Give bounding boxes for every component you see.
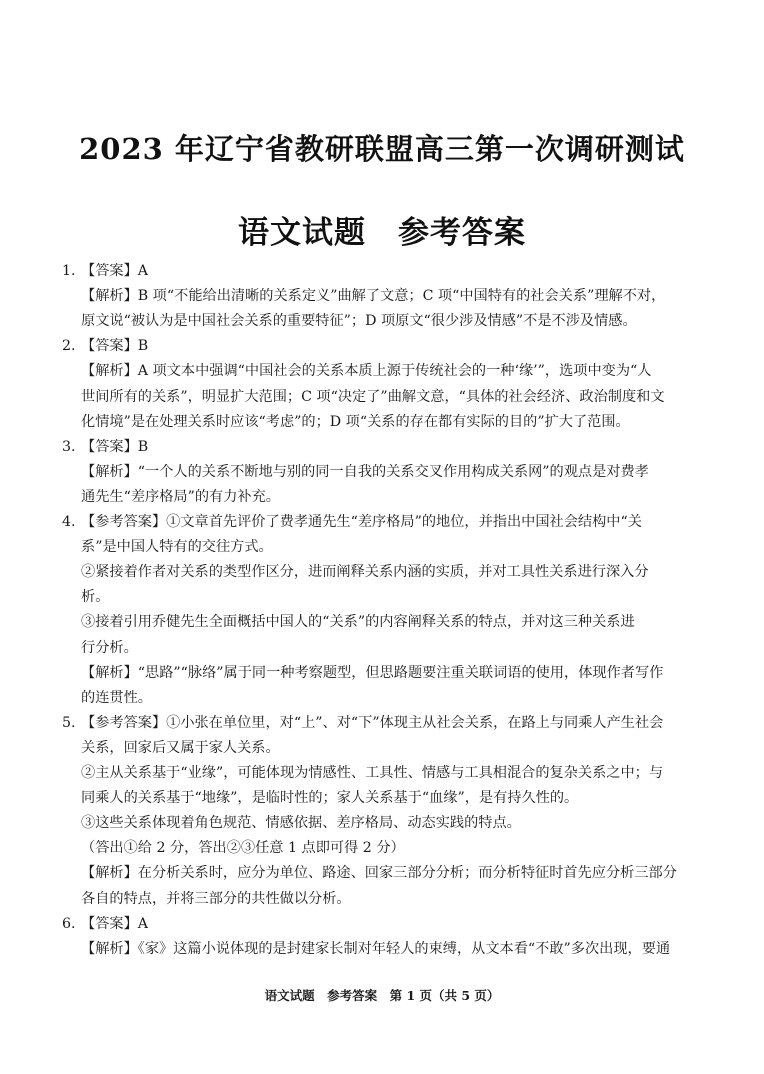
- answer-line: 【解析】在分析关系时，应分为单位、路途、回家三部分分析；而分析特征时首先应分析三部分: [81, 865, 677, 882]
- item-number: 4.: [62, 514, 76, 530]
- answer-line: 【解析】“一个人的关系不断地与别的同一自我的关系交叉作用构成关系网”的观点是对费孝: [81, 463, 649, 480]
- document-subtitle: 语文试题 参考答案: [238, 215, 526, 251]
- answer-line: 【解析】A 项文本中强调“中国社会的关系本质上源于传统社会的一种‘缘’”，选项中变为“人: [81, 363, 652, 380]
- document-title: 2023 年辽宁省教研联盟高三第一次调研测试: [79, 132, 685, 166]
- answer-line: 行分析。: [81, 639, 138, 656]
- answer-line: 同乘人的关系基于“地缘”，是临时性的；家人关系基于“血缘”，是有持久性的。: [81, 790, 579, 807]
- item-number: 5.: [62, 714, 76, 731]
- item-number: 3.: [62, 438, 76, 455]
- item-number: 1.: [62, 263, 76, 279]
- answer-line: 【答案】A: [81, 915, 148, 932]
- answer-line: （答出①给 2 分，答出②③任意 1 点即可得 2 分）: [81, 840, 405, 857]
- item-number: 2.: [62, 338, 76, 355]
- answer-line: 通先生“差序格局”的有力补充。: [81, 488, 280, 505]
- answer-line: ②主从关系基于“业缘”，可能体现为情感性、工具性、情感与工具相混合的复杂关系之中；与: [81, 765, 664, 781]
- answer-line: 【解析】“思路”“脉络”属于同一种考察题型，但思路题要注重关联词语的使用，体现作者写作: [81, 664, 664, 681]
- answer-line: 各自的特点，并将三部分的共性做以分析。: [81, 890, 351, 907]
- answer-line: 【参考答案】①小张在单位里，对“上”、对“下”体现主从社会关系，在路上与同乘人产生社会: [81, 714, 664, 731]
- answer-line: 关系，回家后又属于家人关系。: [81, 739, 280, 756]
- answer-line: 【参考答案】①文章首先评价了费孝通先生“差序格局”的地位，并指出中国社会结构中“关: [81, 514, 642, 530]
- answer-line: 化情境”是在处理关系时应该“考虑”的；D 项“关系的存在都有实际的目的”扩大了范围。: [81, 413, 630, 430]
- answer-line: 系”是中国人特有的交往方式。: [81, 539, 273, 556]
- answer-line: 原文说“被认为是中国社会关系的重要特征”；D 项原文“很少涉及情感”不是不涉及情感。: [81, 313, 637, 330]
- answer-line: ③这些关系体现着角色规范、情感依据、差序格局、动态实践的特点。: [81, 815, 521, 832]
- page-footer: 语文试题 参考答案 第 1 页（共 5 页）: [264, 988, 500, 1003]
- answer-line: 的连贯性。: [81, 689, 152, 706]
- answer-line: ③接着引用乔健先生全面概括中国人的“关系”的内容阐释关系的特点，并对这三种关系进: [81, 614, 635, 631]
- answer-line: 【答案】B: [81, 338, 149, 355]
- answer-line: 世间所有的关系”，明显扩大范围；C 项“决定了”曲解文意，“具体的社会经济、政治制度和文: [81, 388, 665, 405]
- answer-line: 析。: [81, 589, 110, 606]
- answer-line: 【答案】B: [81, 438, 149, 455]
- answer-line: 【答案】A: [81, 263, 148, 279]
- answer-line: 【解析】《家》这篇小说体现的是封建家长制对年轻人的束缚，从文本看“不敢”多次出现，要通: [81, 940, 671, 957]
- answer-line: 【解析】B 项“不能给出清晰的关系定义”曲解了文意；C 项“中国特有的社会关系”理解不对，: [81, 288, 666, 305]
- item-number: 6.: [62, 915, 76, 932]
- answer-line: ②紧接着作者对关系的类型作区分，进而阐释关系内涵的实质，并对工具性关系进行深入分: [81, 564, 649, 581]
